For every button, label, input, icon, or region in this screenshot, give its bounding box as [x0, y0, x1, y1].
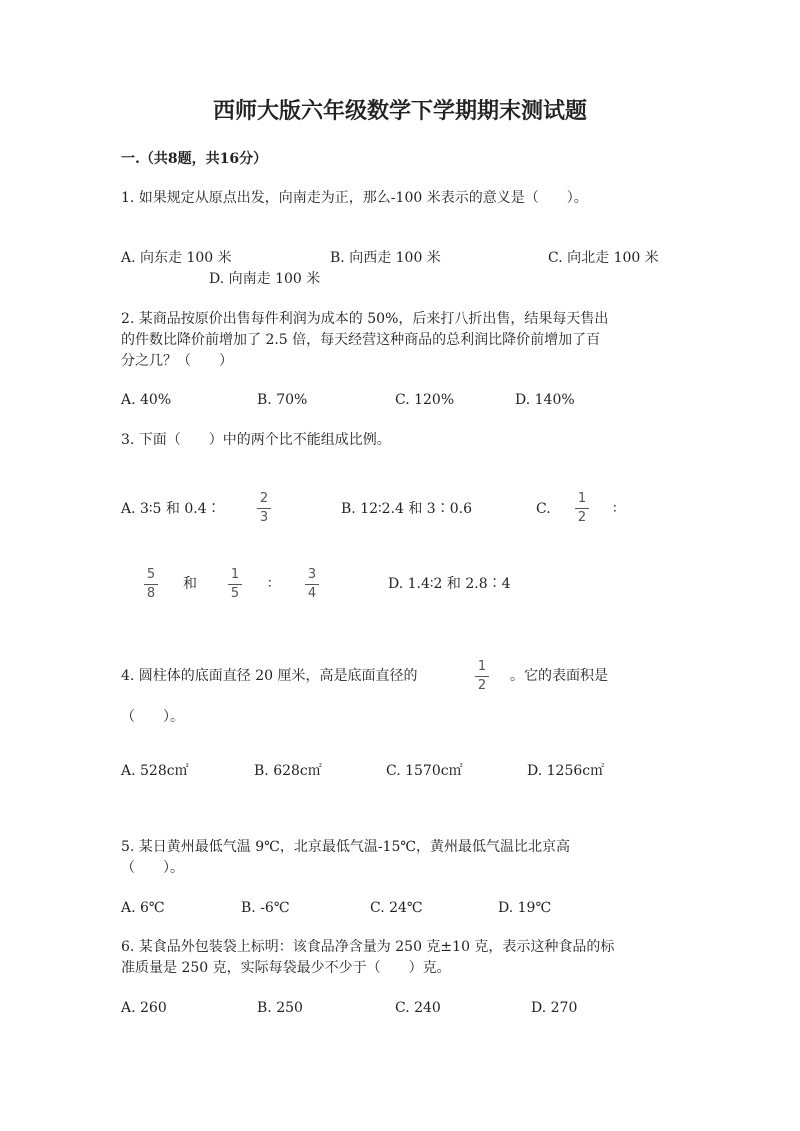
question-6-option-a: A. 260 — [121, 1000, 167, 1016]
question-5-option-d: D. 19℃ — [498, 900, 552, 916]
question-5-option-b: B. -6℃ — [241, 900, 290, 916]
fraction-one-fifth: 1 5 — [223, 567, 247, 602]
question-2-option-a: A. 40% — [121, 392, 172, 408]
question-3-option-c: C. — [536, 501, 551, 517]
fraction-one-half: 1 2 — [570, 491, 594, 526]
question-1-text: 1. 如果规定从原点出发，向南走为正，那么-100 米表示的意义是（ ）。 — [121, 190, 588, 206]
question-5-line-2: （ ）。 — [121, 860, 184, 876]
question-4-option-b: B. 628c㎡ — [254, 763, 322, 779]
question-6-option-c: C. 240 — [395, 1000, 441, 1016]
question-4-line-2: （ ）。 — [121, 709, 184, 725]
question-3-option-d: D. 1.4∶2 和 2.8∶4 — [388, 576, 511, 592]
question-5-line-1: 5. 某日黄州最低气温 9℃，北京最低气温-15℃，黄州最低气温比北京高 — [121, 839, 571, 855]
question-2-line-3: 分之几？（ ） — [121, 353, 233, 369]
question-2-option-c: C. 120% — [395, 392, 455, 408]
and-label: 和 — [183, 576, 197, 592]
question-2-option-d: D. 140% — [515, 392, 575, 408]
question-6-option-b: B. 250 — [257, 1000, 303, 1016]
question-4-text: 4. 圆柱体的底面直径 20 厘米，高是底面直径的 — [121, 668, 418, 684]
ratio-colon: ∶ — [613, 501, 617, 517]
question-4-option-a: A. 528c㎡ — [121, 763, 189, 779]
question-2-line-2: 的件数比降价前增加了 2.5 倍，每天经营这种商品的总利润比降价前增加了百 — [121, 332, 601, 348]
question-4-text-continued: 。它的表面积是 — [510, 668, 608, 684]
question-1-option-b: B. 向西走 100 米 — [330, 250, 441, 266]
question-1-option-a: A. 向东走 100 米 — [121, 250, 232, 266]
page-title: 西师大版六年级数学下学期期末测试题 — [212, 98, 587, 124]
question-1-option-d: D. 向南走 100 米 — [209, 271, 321, 287]
question-3-option-b: B. 12∶2.4 和 3∶0.6 — [341, 501, 472, 517]
question-4-option-d: D. 1256c㎡ — [527, 763, 605, 779]
question-2-line-1: 2. 某商品按原价出售每件利润为成本的 50%，后来打八折出售，结果每天售出 — [121, 311, 609, 327]
question-6-option-d: D. 270 — [531, 1000, 578, 1016]
fraction-one-half: 1 2 — [470, 659, 494, 694]
section-heading: 一.（共8题，共16分） — [121, 151, 268, 167]
fraction-five-eighths: 5 8 — [139, 567, 163, 602]
question-2-option-b: B. 70% — [257, 392, 308, 408]
question-4-option-c: C. 1570c㎡ — [386, 763, 463, 779]
ratio-colon: ∶ — [268, 576, 272, 592]
question-1-option-c: C. 向北走 100 米 — [548, 250, 659, 266]
question-6-line-1: 6. 某食品外包装袋上标明：该食品净含量为 250 克±10 克，表示这种食品的标 — [121, 939, 615, 955]
fraction-three-fourths: 3 4 — [300, 567, 324, 602]
question-6-line-2: 准质量是 250 克，实际每袋最少不少于（ ）克。 — [121, 960, 451, 976]
question-5-option-a: A. 6℃ — [121, 900, 165, 916]
fraction-two-thirds: 2 3 — [252, 491, 276, 526]
question-3-option-a: A. 3∶5 和 0.4∶ — [121, 501, 221, 517]
question-3-text: 3. 下面（ ）中的两个比不能组成比例。 — [121, 432, 391, 448]
question-5-option-c: C. 24℃ — [370, 900, 423, 916]
